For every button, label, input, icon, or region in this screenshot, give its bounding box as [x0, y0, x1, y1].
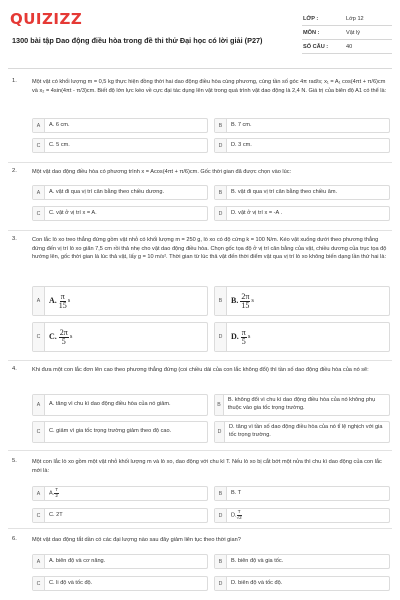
option-b[interactable] — [214, 286, 390, 316]
option-d[interactable] — [214, 138, 390, 153]
info-row-count — [302, 40, 392, 54]
option-c[interactable] — [32, 322, 208, 352]
fraction-denominator: 5 — [241, 336, 246, 346]
option-letter: C — [33, 422, 45, 442]
option-letter: D — [215, 577, 227, 590]
option-a[interactable] — [32, 394, 208, 416]
option-formula — [227, 510, 242, 520]
question-divider — [8, 528, 392, 529]
option-text: C. 2T — [49, 511, 63, 518]
fraction-denominator: 15 — [58, 300, 67, 310]
fraction-numerator: 2π — [59, 327, 68, 337]
question-divider — [8, 360, 392, 361]
option-letter: B — [215, 487, 227, 500]
option-lead: B. — [231, 296, 239, 306]
option-text: A. biên độ và cơ năng. — [49, 557, 106, 564]
question-text: Một vật dao động điều hòa có phương trình x = Acos(4πt + π/6)cm. Gốc thời gian đã được chọn vào lúc: — [32, 169, 292, 175]
option-letter: A — [33, 119, 45, 132]
question-divider — [8, 450, 392, 451]
option-text: B. T — [231, 489, 242, 496]
question-3 — [8, 236, 392, 362]
info-row-class — [302, 12, 392, 26]
option-b[interactable] — [214, 185, 390, 200]
option-lead: A. — [49, 296, 57, 306]
option-a[interactable] — [32, 554, 208, 569]
option-d[interactable] — [214, 206, 390, 221]
option-text: D. 3 cm. — [231, 141, 252, 148]
option-formula — [227, 293, 254, 310]
option-d[interactable] — [214, 421, 390, 443]
option-letter: B — [215, 186, 227, 199]
question-number: 2. — [12, 168, 17, 174]
option-letter: A — [33, 186, 45, 199]
option-text: D. biên độ và tốc độ. — [231, 579, 283, 586]
option-a[interactable] — [32, 118, 208, 133]
option-formula — [45, 329, 72, 346]
option-d[interactable] — [214, 508, 390, 523]
option-text: C. li độ và tốc độ. — [49, 579, 93, 586]
option-lead: C. — [49, 332, 57, 342]
option-c[interactable] — [32, 206, 208, 221]
option-text: C. giảm vì gia tốc trọng trường giảm theo độ cao. — [49, 428, 172, 435]
question-text: Một vật dao động tắt dần có các đại lượng nào sau đây giảm liên tục theo thời gian? — [32, 537, 241, 543]
option-c[interactable] — [32, 576, 208, 591]
option-letter: B — [215, 395, 224, 415]
option-b[interactable] — [214, 486, 390, 501]
fraction-numerator: π — [60, 291, 65, 301]
option-letter: A — [33, 287, 45, 315]
option-c[interactable] — [32, 421, 208, 443]
question-number: 3. — [12, 236, 17, 242]
option-letter: A — [33, 395, 45, 415]
option-text: A. tăng vì chu kì dao động điều hòa của nó giảm. — [49, 401, 171, 408]
page-header — [8, 8, 392, 58]
option-d[interactable] — [214, 322, 390, 352]
option-text: B. 7 cm. — [231, 121, 252, 128]
info-value: Vật lý — [346, 29, 360, 36]
question-number: 6. — [12, 536, 17, 542]
info-table — [302, 12, 392, 54]
question-divider — [8, 230, 392, 231]
option-letter: D — [215, 509, 227, 522]
option-letter: B — [215, 287, 227, 315]
option-c[interactable] — [32, 138, 208, 153]
unit: s — [251, 297, 254, 305]
fraction-denominator: 5 — [61, 336, 66, 346]
info-value: 40 — [346, 43, 353, 50]
option-c[interactable] — [32, 508, 208, 523]
question-text: Con lắc lò xo treo thẳng đứng gồm vật nhỏ có khối lượng m = 250 g, lò xo có độ cứng k = 100 N/m. Kéo vật xuống dưới theo phương thẳng đứng đến vị trí lò xo giãn 7,5 cm rồi thả nhẹ cho vật dao động điều hòa. Chọn gốc tọa độ ở vị trí cân bằng của vật, chiều dương của trục tọa độ hướng lên, gốc thời gian là lúc thả vật, lấy g = 10 m/s². Thời gian từ lúc thả vật đến thời điểm vật qua vị trí lò xo không biến dạng lần thứ hai là: — [32, 237, 387, 261]
option-d[interactable] — [214, 576, 390, 591]
option-letter: D — [215, 207, 227, 220]
option-letter: D — [215, 422, 225, 442]
option-a[interactable] — [32, 286, 208, 316]
fraction-denominator: 2 — [55, 492, 58, 498]
option-lead: D. — [231, 512, 237, 519]
unit: s — [69, 333, 73, 341]
fraction-denominator: 15 — [241, 300, 250, 310]
option-text: B. biên độ và gia tốc. — [231, 557, 284, 564]
option-text: C. 5 cm. — [49, 141, 70, 148]
option-letter: B — [215, 555, 227, 568]
option-text: D. vật ở vị trí x = -A . — [231, 209, 283, 216]
option-lead: A. — [49, 490, 55, 497]
option-letter: A — [33, 555, 45, 568]
option-a[interactable] — [32, 185, 208, 200]
option-letter: B — [215, 119, 227, 132]
question-number: 4. — [12, 366, 17, 372]
question-4 — [8, 366, 392, 452]
question-text: Khi đưa một con lắc đơn lên cao theo phương thẳng đứng (coi chiều dài của con lắc không đổi) thì tần số dao động điều hòa của nó sẽ: — [32, 367, 369, 373]
question-6 — [8, 536, 392, 598]
option-text: D. tăng vì tần số dao động điều hòa của nó tỉ lệ nghịch với gia tốc trọng trường. — [228, 424, 383, 438]
option-letter: D — [215, 139, 227, 152]
header-divider — [8, 68, 392, 69]
unit: s — [67, 297, 71, 305]
option-letter: A — [33, 487, 45, 500]
option-b[interactable] — [214, 394, 390, 416]
option-letter: C — [33, 323, 45, 351]
fraction-denominator: √2 — [236, 514, 242, 520]
info-label: MÔN : — [303, 29, 320, 36]
option-letter: C — [33, 577, 45, 590]
question-1 — [8, 78, 392, 164]
quizizz-logo: QUIZIZZ — [10, 10, 83, 28]
info-value: Lớp 12 — [346, 15, 364, 22]
info-label: LỚP : — [303, 15, 319, 22]
info-row-subject — [302, 26, 392, 40]
option-letter: C — [33, 207, 45, 220]
fraction-numerator: π — [241, 327, 246, 337]
question-5 — [8, 458, 392, 530]
fraction-numerator: T — [237, 509, 241, 515]
option-letter: D — [215, 323, 227, 351]
option-text: A. vật đi qua vị trí cân bằng theo chiều dương. — [49, 188, 165, 195]
question-number: 5. — [12, 458, 17, 464]
option-text: B. không đổi vì chu kì dao động điều hòa của nó không phụ thuộc vào gia tốc trọng trường. — [227, 397, 376, 411]
option-lead: D. — [231, 332, 239, 342]
option-formula — [227, 329, 250, 346]
option-formula — [45, 488, 59, 498]
question-2 — [8, 168, 392, 232]
option-letter: C — [33, 509, 45, 522]
option-a[interactable] — [32, 486, 208, 501]
question-divider — [8, 162, 392, 163]
fraction-numerator: T — [55, 487, 59, 493]
option-b[interactable] — [214, 554, 390, 569]
option-letter: C — [33, 139, 45, 152]
option-text: B. vật đi qua vị trí cân bằng theo chiều âm. — [231, 188, 338, 195]
question-text: Một con lắc lò xo gồm một vật nhỏ khối lượng m và lò xo, dao động với chu kì T. Nếu lò xo bị cắt bớt một nửa thì chu kì dao động của con lắc mới là: — [32, 459, 382, 474]
unit: s — [247, 333, 251, 341]
page-title: 1300 bài tập Dao động điều hòa trong đề thi thử Đại học có lời giải (P27) — [12, 36, 263, 45]
option-b[interactable] — [214, 118, 390, 133]
option-text: A. 6 cm. — [49, 121, 70, 128]
option-text: C. vật ở vị trí x = A. — [49, 209, 97, 216]
question-number: 1. — [12, 78, 17, 84]
info-label: SỐ CÂU : — [303, 43, 329, 50]
question-text: Một vật có khối lượng m = 0,5 kg thực hiện đồng thời hai dao động điều hòa cùng phương, cùng tần số góc 4π rad/s; x₁ = A₁ cos(4πt + π/6)cm và x₂ = 4sin(4πt - π/3)cm. Biết độ lớn lực kéo về cực đại tác dụng lên vật trong quá trình vật dao động là 2,4 N. Giá trị của biên độ A1 có thể là: — [32, 79, 387, 94]
fraction-numerator: 2π — [241, 291, 250, 301]
option-formula — [45, 293, 70, 310]
